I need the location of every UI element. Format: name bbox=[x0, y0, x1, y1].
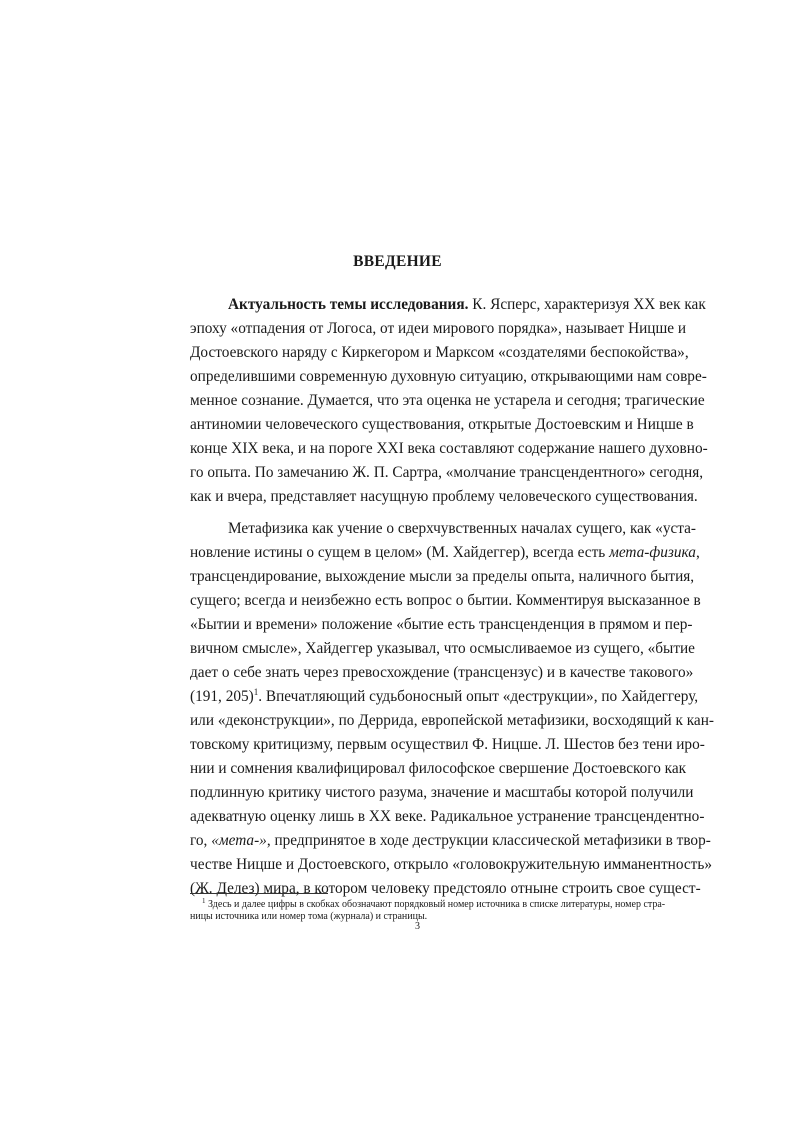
paragraph-2-line-8: (191, 205)$^1$. Впечатляющий судьбоносный опыт «деструкции», по Хайдеггеру, bbox=[190, 687, 699, 705]
paragraph-2-line-1: Метафизика как учение о сверхчувственных началах сущего, как «уста- bbox=[228, 520, 697, 537]
paragraph-2-line-7: дает о себе знать через превосхождение (трансцензус) и в качестве такового» bbox=[190, 664, 694, 681]
paragraph-1-line-3: Достоевского наряду с Киркегором и Марксом «создателями беспокойства», bbox=[190, 344, 689, 361]
paragraph-1-line-1: Актуальность темы исследования. К. Ясперс, характеризуя XX век как bbox=[228, 296, 706, 313]
paragraph-1-line-5: менное сознание. Думается, что эта оценка не устарела и сегодня; трагические bbox=[190, 392, 705, 409]
paragraph-2-line-10: товскому критицизму, первым осуществил Ф. Ницше. Л. Шестов без тени иро- bbox=[190, 736, 705, 753]
paragraph-1-line-2: эпоху «отпадения от Логоса, от идеи мирового порядка», называет Ницше и bbox=[190, 320, 687, 337]
paragraph-2-line-9: или «деконструкции», по Деррида, европейской метафизики, восходящий к кан- bbox=[190, 712, 714, 729]
footnote-reference-marker: 1 bbox=[253, 687, 259, 697]
page-number: 3 bbox=[415, 921, 420, 932]
paragraph-2-line-11: нии и сомнения квалифицировал философское свершение Достоевского как bbox=[190, 760, 687, 777]
footnote-line-1: $^1$ Здесь и далее цифры в скобках обозначают порядковый номер источника в списке литературы, номер стра- bbox=[202, 897, 666, 910]
footnote-marker: 1 bbox=[202, 897, 206, 905]
italic-term-meta: «мета-» bbox=[211, 832, 267, 849]
paragraph-2-line-14: го, «мета-», предпринятое в ходе деструкции классической метафизики в твор- bbox=[190, 832, 711, 849]
page-title: ВВЕДЕНИЕ bbox=[353, 253, 442, 270]
paragraph-2-line-4: сущего; всегда и неизбежно есть вопрос о бытии. Комментируя высказанное в bbox=[190, 592, 701, 609]
footnote-separator bbox=[190, 893, 328, 894]
paragraph-1-line-7: конце XIX века, и на пороге XXI века составляют содержание нашего духовно- bbox=[190, 440, 708, 457]
paragraph-lead-heading: Актуальность темы исследования. bbox=[228, 296, 469, 313]
italic-term-meta-physics: мета-физика bbox=[609, 544, 696, 561]
paragraph-1-line-6: антиномии человеческого существования, открытые Достоевским и Ницше в bbox=[190, 416, 694, 433]
paragraph-2-line-13: адекватную оценку лишь в XX веке. Радикальное устранение трансцендентно- bbox=[190, 808, 705, 825]
footnote-line-2: ницы источника или номер тома (журнала) и страницы. bbox=[190, 911, 428, 922]
paragraph-2-line-5: «Бытии и времени» положение «бытие есть трансценденция в прямом и пер- bbox=[190, 616, 693, 633]
paragraph-2-line-15: честве Ницше и Достоевского, открыло «головокружительную имманентность» bbox=[190, 856, 712, 873]
paragraph-2-line-12: подлинную критику чистого разума, значение и масштабы которой получили bbox=[190, 784, 694, 801]
paragraph-1-line-4: определившими современную духовную ситуацию, открывающими нам совре- bbox=[190, 368, 707, 385]
paragraph-1-line-8: го опыта. По замечанию Ж. П. Сартра, «молчание трансцендентного» сегодня, bbox=[190, 464, 704, 481]
paragraph-2-line-3: трансцендирование, выхождение мысли за пределы опыта, наличного бытия, bbox=[190, 568, 695, 585]
paragraph-2-line-2: новление истины о сущем в целом» (М. Хайдеггер), всегда есть мета-физика, bbox=[190, 544, 700, 561]
paragraph-2-line-16: (Ж. Делез) мира, в котором человеку предстояло отныне строить свое сущест- bbox=[190, 880, 701, 897]
paragraph-2-line-6: вичном смысле», Хайдеггер указывал, что осмысливаемое из сущего, «бытие bbox=[190, 640, 695, 657]
paragraph-1-line-9: как и вчера, представляет насущную проблему человеческого существования. bbox=[190, 488, 698, 505]
